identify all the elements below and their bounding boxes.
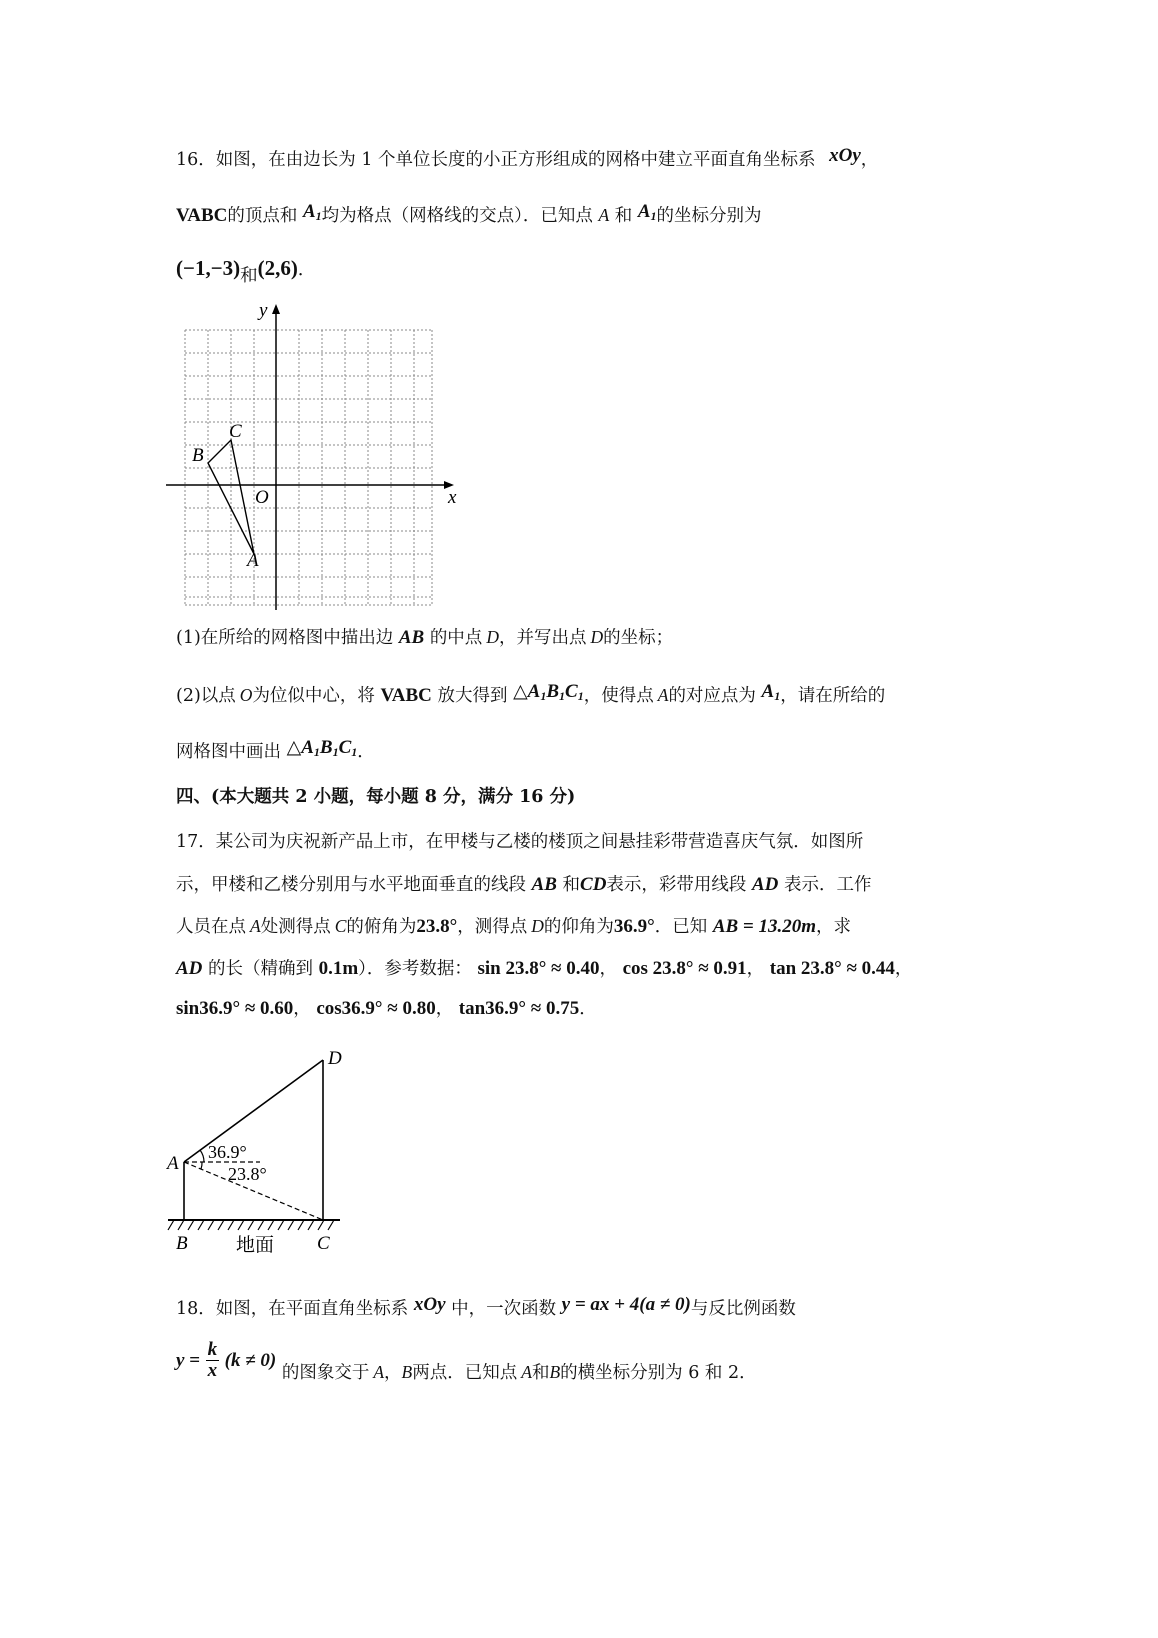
math-triangle-a1b1c1: $\triangle A_1B_1C_1$ [513,681,584,703]
q18-line-2 [176,1340,757,1390]
math-triangle-a1b1c1: $\triangle A_1B_1C_1$ [286,737,358,759]
point-a: A [373,1362,385,1382]
ribbon-ad [184,1060,323,1162]
punct: ． [357,742,375,762]
q17-text: ，测得点 [457,917,528,937]
punct: ， [435,999,454,1019]
math-y-eq: y = [176,1349,201,1371]
point-a-label: A [247,550,259,571]
math-a1: $A_1$ [302,201,322,223]
q18-text: 与反比例函数 [690,1299,796,1319]
q16-text: 的对应点为 [668,686,756,706]
point-a: A [250,916,261,936]
q18-text: 和 [531,1363,550,1383]
ref-sin-23-8: sin 23.8° ≈ 0.40 [477,958,600,979]
math-triangle-abc: VABC [176,205,228,226]
q17-line-4 [176,957,912,981]
q17-text: ）．参考数据： [358,959,472,979]
math-ab: AB [531,874,557,895]
math-tri-prefix: △A [513,681,541,702]
math-a1: $A_1$ [637,201,657,223]
q18-text: 的横坐标分别为 6 和 2． [560,1363,757,1383]
q17-text: 人员在点 [176,917,246,937]
ref-tan-36-9: tan36.9° ≈ 0.75 [458,998,580,1019]
origin-label: O [255,487,269,508]
punct: ， [384,1363,402,1383]
math-triangle-abc: VABC [380,685,432,706]
angle-arc-top [200,1150,204,1162]
q17-text: 示，甲楼和乙楼分别用与水平地面垂直的线段 [176,875,526,895]
math-cd: CD [580,874,607,895]
point-c: C [334,916,347,936]
q16-text: 为位似中心，将 [252,686,375,706]
triangle-abc [208,440,254,554]
point-a: A [521,1362,532,1382]
point-o: O [239,685,253,705]
math-a1-letter: A [302,201,316,222]
q16-text: ，请在所给的 [780,686,886,706]
q17-line-3 [176,914,851,939]
q17-text: 和 [562,875,581,895]
x-axis-label: x [448,487,457,508]
q17-text: ，求 [816,917,852,937]
q17-text: 表示．工作 [783,875,872,895]
y-axis-label: y [259,300,268,321]
q16-text: 放大得到 [437,686,508,706]
ground-hatch [168,1220,334,1230]
punct: ， [894,959,913,979]
point-d: D [590,627,604,647]
q16-line-3 [176,256,315,288]
punct: ， [746,959,765,979]
q16-text: 16．如图，在由边长为 1 个单位长度的小正方形组成的网格中建立平面直角坐标系 [176,150,816,170]
point-d-label: D [328,1048,342,1069]
q17-text: 的仰角为 [543,917,614,937]
punct: ． [297,260,316,280]
q18-text: 18．如图，在平面直角坐标系 [176,1299,409,1319]
math-xoy: xOy [413,1294,446,1315]
math-linear-function: y = ax + 4(a ≠ 0) [561,1294,691,1315]
point-c-label: C [229,421,242,442]
q16-text: (2)以点 [176,686,236,706]
math-denominator: x [207,1360,218,1381]
math-fraction [206,1340,220,1381]
point-a: A [657,685,669,705]
math-ab-length: AB = 13.20m [712,916,817,937]
point-d: D [531,916,544,936]
y-axis-arrow [272,304,280,314]
ref-cos-23-8: cos 23.8° ≈ 0.91 [622,958,747,979]
q16-text: 的坐标分别为 [656,206,762,226]
q16-text: 网格图中画出 [176,742,281,762]
punct: ， [599,959,617,979]
q16-line-1 [176,144,878,172]
q18-text: 中，一次函数 [451,1299,557,1319]
point-c-label: C [317,1233,330,1254]
point-a: A [598,205,610,225]
math-coord-a1: (2,6) [257,256,298,280]
point-b-label: B [192,445,204,466]
q17-text: 表示，彩带用线段 [606,875,747,895]
punct: ， [860,150,879,170]
point-b: B [549,1362,561,1382]
math-a1: $A_1$ [761,681,781,703]
math-k-condition: (k ≠ 0) [224,1349,277,1371]
q17-text: ．已知 [654,917,708,937]
math-xoy: xOy [829,145,861,166]
q17-line-5 [176,997,597,1021]
q17-line-2 [176,873,871,897]
q16-text: 和 [614,206,633,226]
ref-cos-36-9: cos36.9° ≈ 0.80 [316,998,436,1019]
q16-text: ，使得点 [583,686,654,706]
q16-text: 均为格点（网格线的交点）．已知点 [321,206,593,226]
q18-line-1 [176,1293,796,1321]
math-numerator: k [207,1339,218,1360]
coordinate-grid-figure [160,298,470,618]
ground-label: 地面 [236,1235,275,1256]
math-angle-23-8: 23.8° [416,916,458,937]
point-b: B [401,1362,413,1382]
q16-text: 的坐标； [603,628,674,648]
q17-text: 的俯角为 [346,917,417,937]
q16-text: 的中点 [429,628,483,648]
q18-text: 两点．已知点 [412,1363,518,1383]
angle-23-8-label: 23.8° [228,1164,267,1184]
math-coord-a: (−1,−3) [176,256,241,280]
punct: ． [579,999,597,1019]
punct: ， [293,999,311,1019]
q17-text: 处测得点 [260,917,331,937]
point-b-label: B [176,1233,188,1254]
grid-lines [185,330,432,605]
q16-text: 的顶点和 [227,206,298,226]
ref-sin-36-9: sin36.9° ≈ 0.60 [176,998,294,1019]
q17-line-1: 17．某公司为庆祝新产品上市，在甲楼与乙楼的楼顶之间悬挂彩带营造喜庆气氛．如图所 [176,832,864,852]
q16-text: 和 [240,266,258,286]
point-d: D [486,627,499,647]
point-a-label: A [167,1153,179,1174]
q17-text: 的长（精确到 [207,959,313,979]
ref-tan-23-8: tan 23.8° ≈ 0.44 [769,958,895,979]
q16-line-2 [176,200,762,228]
angle-36-9-label: 36.9° [208,1142,247,1162]
math-ad: AD [752,874,779,895]
math-inverse-function [176,1340,276,1381]
q18-text: 的图象交于 [281,1363,370,1383]
math-ad: AD [176,958,203,979]
math-a1-letter: A [637,201,651,222]
q16-part-2-cont [176,736,375,764]
math-ab: AB [398,627,425,648]
q16-text: (1)在所给的网格图中描出边 [176,628,394,648]
math-precision: 0.1m [318,958,359,979]
angle-arc-bottom [201,1162,202,1169]
q16-part-1 [176,625,673,650]
q16-text: ，并写出点 [498,628,587,648]
math-a1-letter: A [761,681,775,702]
math-angle-36-9: 36.9° [613,916,655,937]
math-tri-prefix: △A [286,737,314,758]
section-heading: 四、(本大题共 2 小题，每小题 8 分，满分 16 分) [176,787,576,807]
q16-part-2 [176,680,885,708]
buildings-figure [160,1040,380,1260]
